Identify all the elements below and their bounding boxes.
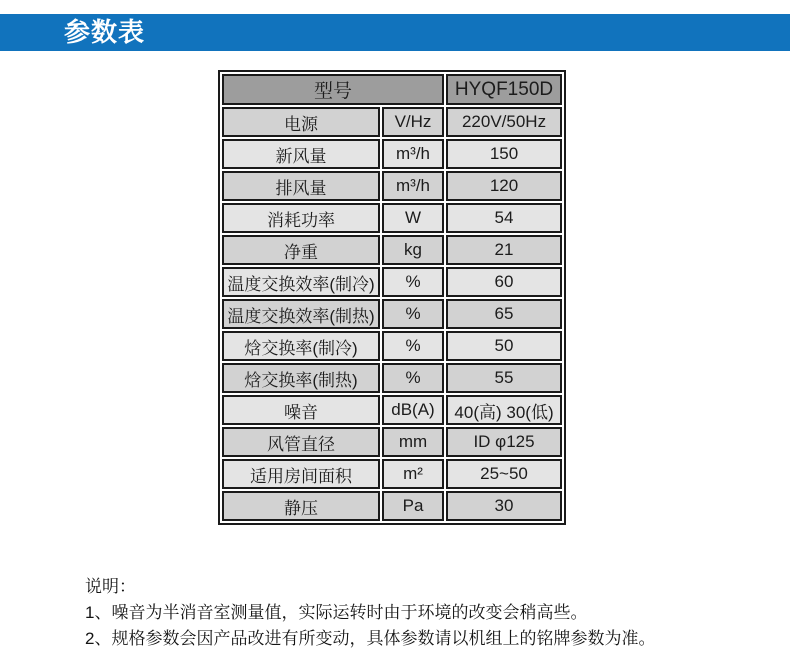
page-title: 参数表 [64,17,146,47]
table-row [222,395,562,425]
param-label-cell: 新风量 [222,139,380,169]
table-row [222,459,562,489]
param-label-cell: 噪音 [222,395,380,425]
param-value-cell: 50 [446,331,562,361]
table-row [222,107,562,137]
param-label-cell: 消耗功率 [222,203,380,233]
table-row [222,427,562,457]
param-unit-cell: % [382,299,444,329]
param-value-cell: 55 [446,363,562,393]
param-value-cell: 25~50 [446,459,562,489]
param-value-cell: 30 [446,491,562,521]
param-label-cell: 温度交换效率(制热) [222,299,380,329]
param-unit-cell: m² [382,459,444,489]
param-value-cell: 21 [446,235,562,265]
param-label-cell: 风管直径 [222,427,380,457]
param-value-cell: 40(高) 30(低) [446,395,562,425]
param-value-cell: ID φ125 [446,427,562,457]
param-label-cell: 焓交换率(制冷) [222,331,380,361]
param-label-cell: 焓交换率(制热) [222,363,380,393]
param-value-cell: 54 [446,203,562,233]
table-row [222,203,562,233]
table-header-row [222,74,562,105]
param-unit-cell: m³/h [382,139,444,169]
param-unit-cell: dB(A) [382,395,444,425]
spec-table [218,70,566,525]
param-unit-cell: % [382,363,444,393]
param-value-cell: 65 [446,299,562,329]
param-unit-cell: % [382,331,444,361]
param-value-cell: 150 [446,139,562,169]
param-label-cell: 温度交换效率(制冷) [222,267,380,297]
section-title-banner [0,14,790,51]
note-item-2: 2、规格参数会因产品改进有所变动，具体参数请以机组上的铭牌参数为准。 [85,629,656,648]
table-row [222,363,562,393]
param-unit-cell: kg [382,235,444,265]
param-label-cell: 适用房间面积 [222,459,380,489]
param-table-body [222,74,562,521]
param-unit-cell: % [382,267,444,297]
param-label-cell: 静压 [222,491,380,521]
param-value-cell: 120 [446,171,562,201]
table-row [222,235,562,265]
table-row [222,171,562,201]
param-unit-cell: m³/h [382,171,444,201]
table-row [222,299,562,329]
param-unit-cell: W [382,203,444,233]
param-unit-cell: Pa [382,491,444,521]
table-row [222,267,562,297]
notes-heading: 说明： [85,577,136,596]
table-row [222,331,562,361]
table-row [222,139,562,169]
table-row [222,491,562,521]
param-unit-cell: V/Hz [382,107,444,137]
model-label-cell: 型号 [222,74,444,105]
notes-block [85,574,745,652]
model-value-cell: HYQF150D [446,74,562,105]
param-unit-cell: mm [382,427,444,457]
note-item-1: 1、噪音为半消音室测量值，实际运转时由于环境的改变会稍高些。 [85,603,588,622]
param-label-cell: 排风量 [222,171,380,201]
param-value-cell: 60 [446,267,562,297]
param-label-cell: 净重 [222,235,380,265]
param-label-cell: 电源 [222,107,380,137]
spec-table-container [218,70,566,573]
param-value-cell: 220V/50Hz [446,107,562,137]
